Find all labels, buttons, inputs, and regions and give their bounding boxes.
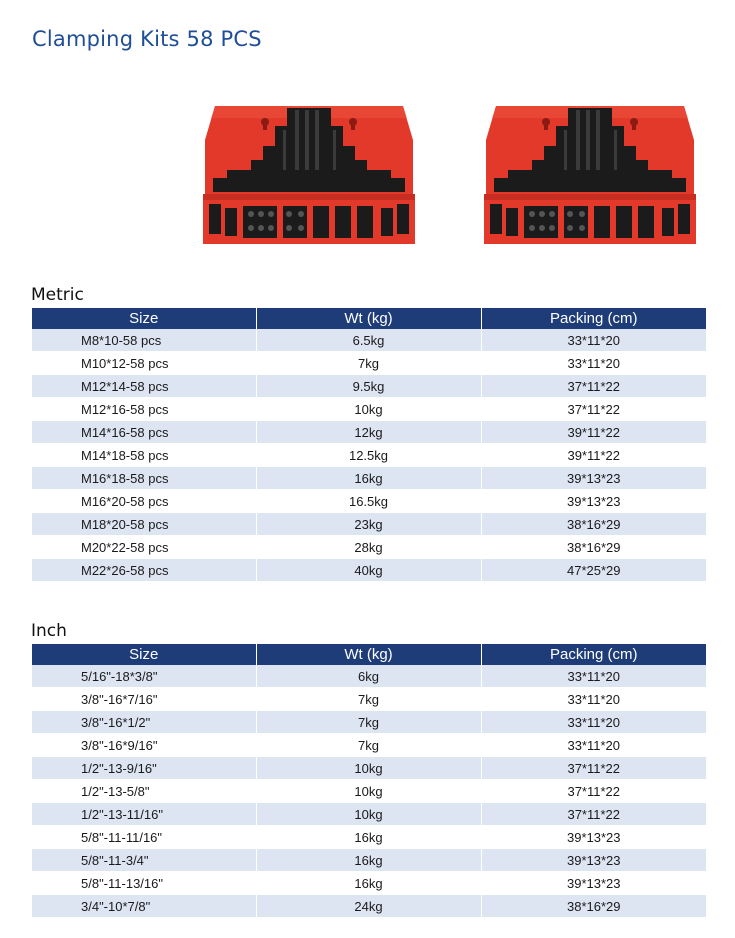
weight-cell: 7kg xyxy=(256,688,481,711)
size-cell: M16*18-58 pcs xyxy=(32,467,256,490)
metric-table xyxy=(32,308,706,582)
size-cell: M14*18-58 pcs xyxy=(32,444,256,467)
size-cell: 3/8"-16*9/16" xyxy=(32,734,256,757)
table-row xyxy=(32,444,706,467)
weight-cell: 9.5kg xyxy=(256,375,481,398)
table-row xyxy=(32,665,706,688)
table-row xyxy=(32,826,706,849)
size-cell: 1/2"-13-9/16" xyxy=(32,757,256,780)
packing-cell: 47*25*29 xyxy=(481,559,706,582)
weight-cell: 6kg xyxy=(256,665,481,688)
packing-cell: 37*11*22 xyxy=(481,757,706,780)
size-cell: 5/16"-18*3/8" xyxy=(32,665,256,688)
weight-cell: 16kg xyxy=(256,872,481,895)
table-row xyxy=(32,467,706,490)
table-header-row xyxy=(32,308,706,329)
weight-cell: 24kg xyxy=(256,895,481,918)
packing-cell: 37*11*22 xyxy=(481,398,706,421)
packing-cell: 39*13*23 xyxy=(481,872,706,895)
size-cell: 5/8"-11-13/16" xyxy=(32,872,256,895)
packing-cell: 33*11*20 xyxy=(481,734,706,757)
table-header-row xyxy=(32,644,706,665)
size-cell: M10*12-58 pcs xyxy=(32,352,256,375)
packing-cell: 39*13*23 xyxy=(481,467,706,490)
table-row xyxy=(32,849,706,872)
weight-cell: 10kg xyxy=(256,757,481,780)
packing-cell: 33*11*20 xyxy=(481,329,706,352)
table-row xyxy=(32,398,706,421)
packing-cell: 39*13*23 xyxy=(481,849,706,872)
weight-cell: 16.5kg xyxy=(256,490,481,513)
size-cell: 1/2"-13-11/16" xyxy=(32,803,256,826)
packing-cell: 39*13*23 xyxy=(481,490,706,513)
table-row xyxy=(32,490,706,513)
product-image xyxy=(484,100,696,248)
weight-cell: 23kg xyxy=(256,513,481,536)
table-row xyxy=(32,421,706,444)
packing-header: Packing (cm) xyxy=(481,308,706,329)
packing-cell: 33*11*20 xyxy=(481,688,706,711)
packing-cell: 39*11*22 xyxy=(481,444,706,467)
table-row xyxy=(32,711,706,734)
packing-cell: 39*11*22 xyxy=(481,421,706,444)
packing-cell: 33*11*20 xyxy=(481,665,706,688)
weight-cell: 10kg xyxy=(256,780,481,803)
weight-cell: 6.5kg xyxy=(256,329,481,352)
table-row xyxy=(32,757,706,780)
product-image xyxy=(203,100,415,248)
size-cell: M16*20-58 pcs xyxy=(32,490,256,513)
size-header: Size xyxy=(32,308,256,329)
weight-cell: 7kg xyxy=(256,734,481,757)
inch-table xyxy=(32,644,706,918)
packing-cell: 38*16*29 xyxy=(481,536,706,559)
page-title: Clamping Kits 58 PCS xyxy=(32,27,262,51)
size-cell: 5/8"-11-3/4" xyxy=(32,849,256,872)
table-row xyxy=(32,559,706,582)
packing-cell: 38*16*29 xyxy=(481,895,706,918)
packing-cell: 38*16*29 xyxy=(481,513,706,536)
table-row xyxy=(32,803,706,826)
table-row xyxy=(32,513,706,536)
table-row xyxy=(32,872,706,895)
weight-header: Wt (kg) xyxy=(256,308,481,329)
size-cell: 5/8"-11-11/16" xyxy=(32,826,256,849)
table-row xyxy=(32,780,706,803)
packing-cell: 37*11*22 xyxy=(481,780,706,803)
size-cell: 1/2"-13-5/8" xyxy=(32,780,256,803)
size-cell: M14*16-58 pcs xyxy=(32,421,256,444)
packing-cell: 39*13*23 xyxy=(481,826,706,849)
size-cell: M12*16-58 pcs xyxy=(32,398,256,421)
packing-cell: 37*11*22 xyxy=(481,375,706,398)
table-row xyxy=(32,352,706,375)
packing-cell: 37*11*22 xyxy=(481,803,706,826)
table-row xyxy=(32,895,706,918)
size-cell: M8*10-58 pcs xyxy=(32,329,256,352)
table-row xyxy=(32,688,706,711)
table-row xyxy=(32,734,706,757)
weight-cell: 16kg xyxy=(256,467,481,490)
packing-cell: 33*11*20 xyxy=(481,711,706,734)
size-cell: 3/4"-10*7/8" xyxy=(32,895,256,918)
weight-cell: 7kg xyxy=(256,352,481,375)
size-cell: M20*22-58 pcs xyxy=(32,536,256,559)
table-row xyxy=(32,375,706,398)
size-cell: M22*26-58 pcs xyxy=(32,559,256,582)
inch-section-title: Inch xyxy=(31,621,67,641)
weight-cell: 16kg xyxy=(256,849,481,872)
weight-cell: 10kg xyxy=(256,398,481,421)
weight-cell: 12.5kg xyxy=(256,444,481,467)
weight-cell: 40kg xyxy=(256,559,481,582)
packing-header: Packing (cm) xyxy=(481,644,706,665)
size-cell: 3/8"-16*1/2" xyxy=(32,711,256,734)
size-cell: M18*20-58 pcs xyxy=(32,513,256,536)
size-header: Size xyxy=(32,644,256,665)
weight-cell: 28kg xyxy=(256,536,481,559)
table-row xyxy=(32,536,706,559)
packing-cell: 33*11*20 xyxy=(481,352,706,375)
weight-cell: 16kg xyxy=(256,826,481,849)
weight-header: Wt (kg) xyxy=(256,644,481,665)
size-cell: 3/8"-16*7/16" xyxy=(32,688,256,711)
weight-cell: 7kg xyxy=(256,711,481,734)
weight-cell: 10kg xyxy=(256,803,481,826)
metric-section-title: Metric xyxy=(31,285,84,305)
size-cell: M12*14-58 pcs xyxy=(32,375,256,398)
table-row xyxy=(32,329,706,352)
weight-cell: 12kg xyxy=(256,421,481,444)
